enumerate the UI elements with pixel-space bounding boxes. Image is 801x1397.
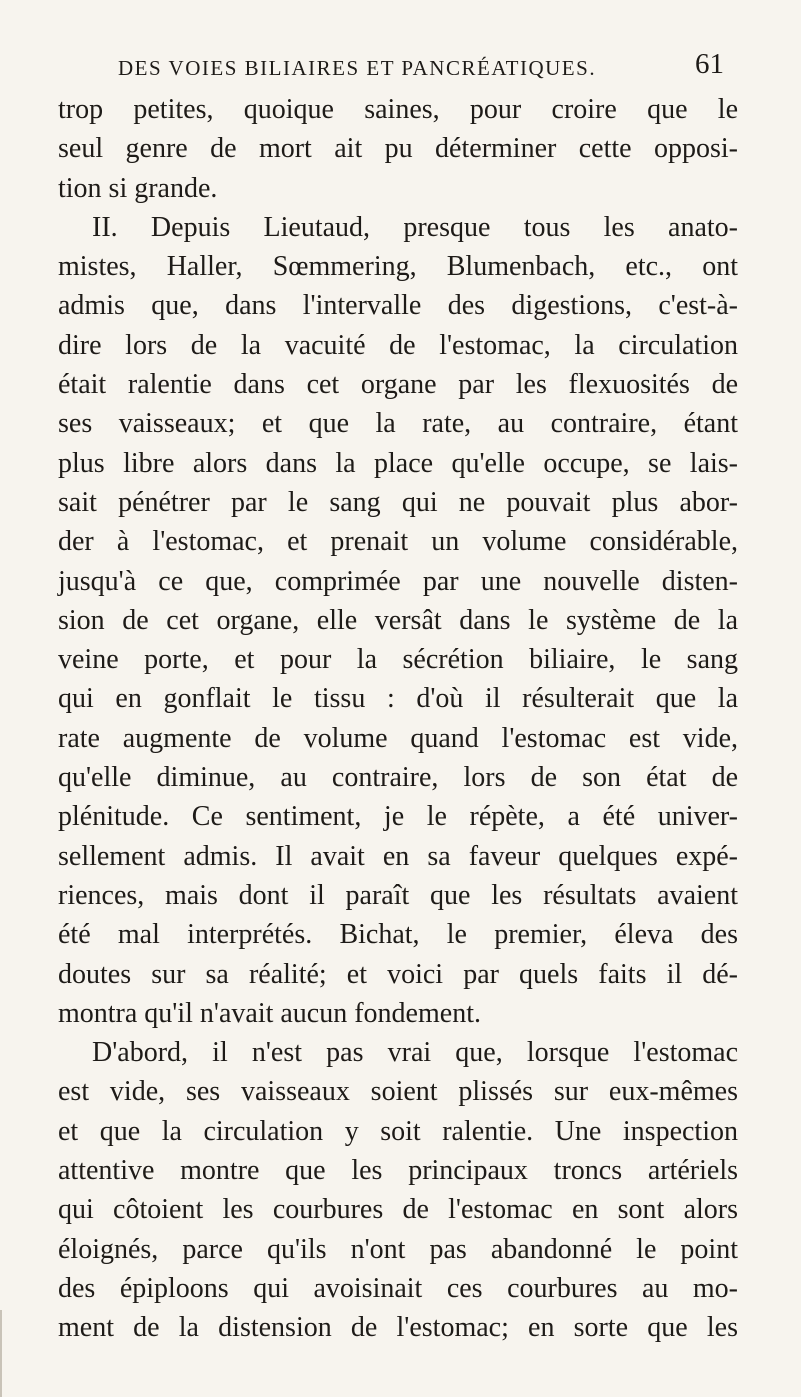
text-line: riences, mais dont il paraît que les résultats avaient — [58, 879, 738, 911]
text-line: sellement admis. Il avait en sa faveur quelques expé- — [58, 840, 738, 872]
text-line: ses vaisseaux; et que la rate, au contraire, étant — [58, 408, 738, 440]
text-line: mistes, Haller, Sœmmering, Blumenbach, etc., ont — [58, 251, 738, 283]
text-line: qu'elle diminue, au contraire, lors de son état de — [58, 762, 738, 794]
text-line: sion de cet organe, elle versât dans le système de la — [58, 604, 738, 636]
text-line: plénitude. Ce sentiment, je le répète, a été univer- — [58, 801, 738, 833]
running-title: DES VOIES BILIAIRES ET PANCRÉATIQUES. — [118, 56, 597, 80]
text-line: été mal interprétés. Bichat, le premier, éleva des — [58, 919, 738, 951]
text-line: D'abord, il n'est pas vrai que, lorsque l'estomac — [92, 1037, 738, 1069]
text-line: sait pénétrer par le sang qui ne pouvait plus abor- — [58, 486, 738, 518]
text-line: ment de la distension de l'estomac; en sorte que les — [58, 1312, 738, 1344]
text-line: doutes sur sa réalité; et voici par quels faits il dé- — [58, 958, 738, 990]
text-line: II. Depuis Lieutaud, presque tous les anato- — [92, 211, 738, 243]
text-line: tion si grande. — [58, 172, 218, 204]
text-line: montra qu'il n'avait aucun fondement. — [58, 997, 481, 1029]
text-line: rate augmente de volume quand l'estomac est vide, — [58, 722, 738, 754]
text-line: qui en gonflait le tissu : d'où il résulterait que la — [58, 683, 738, 715]
text-line: attentive montre que les principaux troncs artériels — [58, 1155, 738, 1187]
text-line: dire lors de la vacuité de l'estomac, la circulation — [58, 329, 738, 361]
text-line: der à l'estomac, et prenait un volume considérable, — [58, 526, 738, 558]
text-line: est vide, ses vaisseaux soient plissés sur eux-mêmes — [58, 1076, 738, 1108]
text-line: et que la circulation y soit ralentie. Une inspection — [58, 1115, 738, 1147]
text-line: qui côtoient les courbures de l'estomac en sont alors — [58, 1194, 738, 1226]
text-line: seul genre de mort ait pu déterminer cette opposi- — [58, 133, 738, 165]
page-number: 61 — [695, 48, 724, 80]
text-line: jusqu'à ce que, comprimée par une nouvelle disten- — [58, 565, 738, 597]
text-line: admis que, dans l'intervalle des digestions, c'est-à- — [58, 290, 738, 322]
text-line: trop petites, quoique saines, pour croire que le — [58, 94, 738, 125]
text-line: était ralentie dans cet organe par les flexuosités de — [58, 369, 738, 401]
text-line: veine porte, et pour la sécrétion biliaire, le sang — [58, 644, 738, 676]
page-edge-shadow — [0, 1310, 2, 1397]
text-line: des épiploons qui avoisinait ces courbures au mo- — [58, 1272, 738, 1304]
text-line: éloignés, parce qu'ils n'ont pas abandonné le point — [58, 1233, 738, 1265]
body-text — [58, 90, 738, 1348]
running-head — [112, 48, 724, 88]
text-line: plus libre alors dans la place qu'elle occupe, se lais- — [58, 447, 738, 479]
